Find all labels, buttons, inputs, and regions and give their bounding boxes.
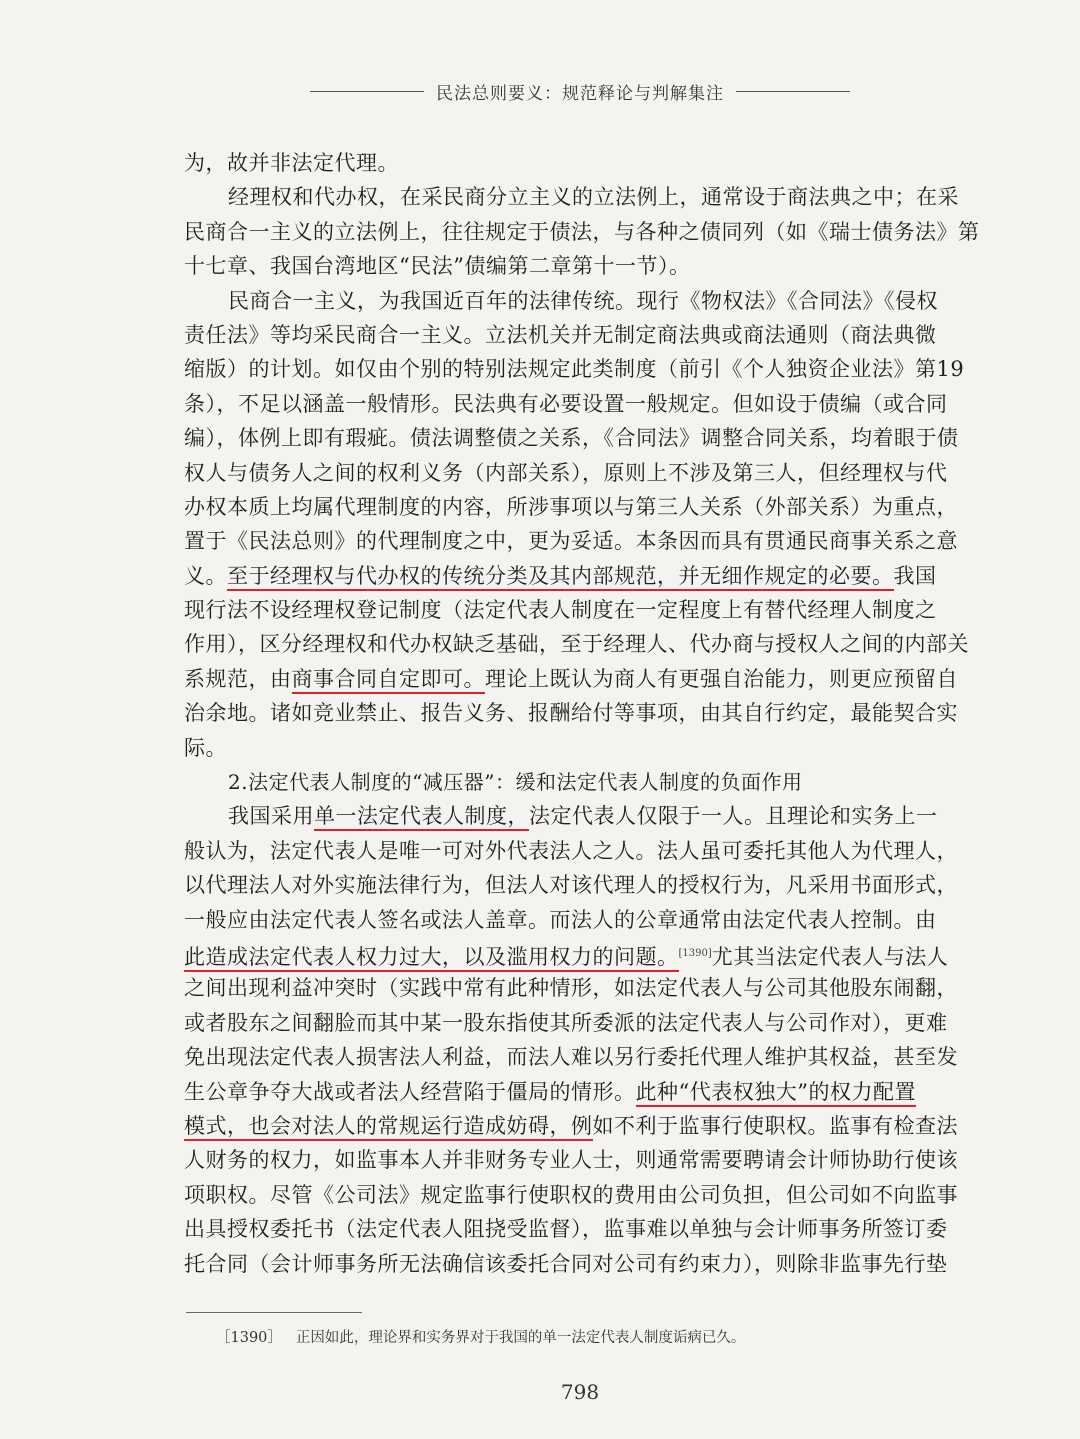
text-segment: 之间出现利益冲突时（实践中常有此种情形，如法定代表人与公司其他股东闹翻，: [184, 976, 958, 1001]
text-line: [184, 146, 974, 180]
text-segment: 置于《民法总则》的代理制度之中，更为妥适。本条因而具有贯通民商事关系之意: [184, 529, 958, 554]
footnote-divider: [186, 1312, 362, 1313]
text-segment: 理论上既认为商人有更强自治能力，则更应预留自: [485, 666, 958, 691]
text-line: [184, 421, 974, 455]
text-line: [184, 627, 974, 661]
text-segment: 经理权和代办权，在采民商分立主义的立法例上，通常设于商法典之中；在采: [228, 185, 959, 210]
text-line: [184, 249, 974, 283]
running-header: [310, 78, 850, 104]
text-line: [184, 524, 974, 558]
text-segment: 托合同（会计师事务所无法确信该委托合同对公司有约束力），则除非监事先行垫: [184, 1251, 948, 1276]
text-line: [184, 215, 980, 249]
text-segment: 十七章、我国台湾地区“民法”债编第二章第十一节）。: [184, 254, 691, 279]
text-line: [184, 490, 974, 524]
underlined-text: 至于经理权与代办权的传统分类及其内部规范，并无细作规定的必要。: [227, 564, 894, 591]
text-line: [184, 1040, 974, 1074]
underlined-text: 模式，也会对法人的常规运行造成妨碍，例: [184, 1114, 593, 1141]
underlined-text: 此种“代表权独大”的权力配置: [636, 1080, 916, 1107]
text-segment: 尤其当法定代表人与法人: [711, 944, 949, 969]
text-segment: 条），不足以涵盖一般情形。民法典有必要设置一般规定。但如设于债编（或合同: [184, 391, 948, 416]
footnote-number: ［1390］: [216, 1330, 282, 1346]
text-segment: 作用），区分经理权和代办权缺乏基础，至于经理人、代办商与授权人之间的内部关: [184, 632, 969, 657]
text-line: [184, 696, 974, 730]
text-segment: 民商合一主义的立法例上，往往规定于债法，与各种之债同列（如《瑞士债务法》第: [184, 219, 980, 244]
text-line: [184, 318, 974, 352]
header-rule-right: [736, 91, 850, 92]
text-segment: 治余地。诸如竞业禁止、报告义务、报酬给付等事项，由其自行约定，最能契合实: [184, 701, 958, 726]
text-segment: 或者股东之间翻脸而其中某一股东指使其所委派的法定代表人与公司作对），更难: [184, 1010, 948, 1035]
text-line: [184, 456, 974, 490]
text-line: [184, 387, 974, 421]
text-segment: 为，故并非法定代理。: [184, 151, 399, 175]
page-number: 798: [560, 1380, 600, 1404]
text-line: [184, 1247, 974, 1281]
header-title: 民法总则要义：规范释论与判解集注: [436, 83, 724, 104]
text-line: [184, 868, 974, 902]
underlined-text: 此造成法定代表人权力过大，以及滥用权力的问题。: [184, 945, 679, 972]
text-line: [184, 765, 974, 799]
text-line: [184, 593, 974, 627]
text-segment: 出具授权委托书（法定代表人阻挠受监督），监事难以单独与会计师事务所签订委: [184, 1217, 948, 1242]
text-segment: 我国采用: [228, 804, 314, 829]
text-segment: 以代理法人对外实施法律行为，但法人对该代理人的授权行为，凡采用书面形式，: [184, 873, 958, 898]
text-segment: 人财务的权力，如监事本人并非财务专业人士，则通常需要聘请会计师协助行使该: [184, 1148, 958, 1173]
underlined-text: 商事合同自定即可。: [292, 667, 486, 694]
text-line: [184, 903, 974, 937]
text-segment: 义。: [184, 563, 227, 588]
text-line: [184, 937, 974, 971]
text-line: [184, 731, 974, 765]
body-text: [184, 146, 980, 1281]
text-line: [184, 559, 974, 593]
text-line: [184, 180, 974, 214]
text-segment: 际。: [184, 735, 227, 760]
text-line: [184, 662, 974, 696]
text-segment: 我国: [893, 563, 937, 588]
text-line: [184, 1006, 974, 1040]
text-line: [184, 834, 974, 868]
text-segment: 缩版）的计划。如仅由个别的特别法规定此类制度（前引《个人独资企业法》第19: [184, 357, 965, 382]
text-line: [184, 799, 974, 833]
footnote: [216, 1326, 745, 1347]
header-rule-left: [310, 91, 424, 92]
text-line: [184, 1109, 974, 1143]
footnote-ref: [1390]: [678, 947, 712, 959]
text-segment: 一般应由法定代表人签名或法人盖章。而法人的公章通常由法定代表人控制。由: [184, 907, 937, 932]
text-segment: 现行法不设经理权登记制度（法定代表人制度在一定程度上有替代经理人制度之: [184, 598, 937, 623]
text-line: [184, 352, 974, 386]
text-segment: 办权本质上均属代理制度的内容，所涉事项以与第三人关系（外部关系）为重点，: [184, 494, 958, 519]
text-segment: 2.法定代表人制度的“减压器”：缓和法定代表人制度的负面作用: [228, 770, 803, 795]
text-segment: 般认为，法定代表人是唯一可对外代表法人之人。法人虽可委托其他人为代理人，: [184, 838, 958, 863]
text-segment: 系规范，由: [184, 666, 292, 691]
underlined-text: 单一法定代表人制度，: [314, 804, 529, 831]
footnote-text: 正因如此，理论界和实务界对于我国的单一法定代表人制度诟病已久。: [295, 1330, 746, 1346]
text-line: [184, 284, 974, 318]
text-segment: 编），体例上即有瑕疵。债法调整债之关系，《合同法》调整合同关系，均着眼于债: [184, 426, 959, 451]
text-segment: 项职权。尽管《公司法》规定监事行使职权的费用由公司负担，但公司如不向监事: [184, 1182, 958, 1207]
text-segment: 民商合一主义，为我国近百年的法律传统。现行《物权法》《合同法》《侵权: [228, 288, 938, 313]
text-line: [184, 971, 974, 1005]
text-segment: 法定代表人仅限于一人。且理论和实务上一: [529, 804, 938, 829]
text-line: [184, 1178, 974, 1212]
text-segment: 责任法》等均采民商合一主义。立法机关并无制定商法典或商法通则（商法典微: [184, 322, 937, 347]
text-segment: 权人与债务人之间的权利义务（内部关系），原则上不涉及第三人，但经理权与代: [184, 460, 948, 485]
text-line: [184, 1075, 974, 1109]
text-segment: 生公章争夺大战或者法人经营陷于僵局的情形。: [184, 1079, 636, 1104]
text-segment: 如不利于监事行使职权。监事有检查法: [592, 1113, 958, 1138]
text-line: [184, 1143, 974, 1177]
text-line: [184, 1212, 974, 1246]
text-segment: 免出现法定代表人损害法人利益，而法人难以另行委托代理人维护其权益，甚至发: [184, 1045, 958, 1070]
